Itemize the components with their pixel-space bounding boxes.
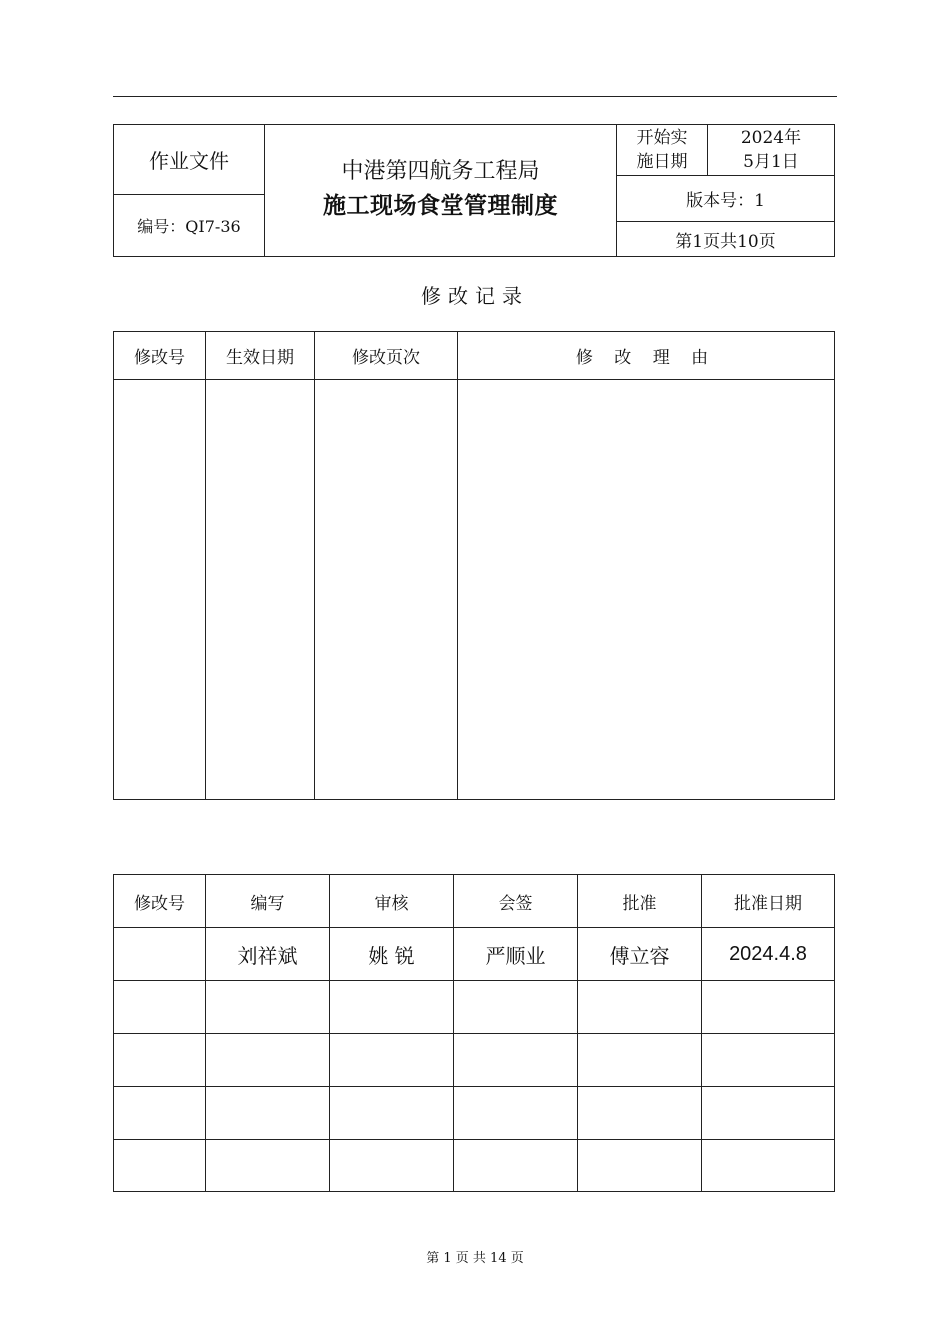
signoff-col-approver: 批准 (578, 875, 702, 928)
document-type: 作业文件 (114, 125, 265, 195)
signoff-col-countersign: 会签 (454, 875, 578, 928)
page-info: 第1页共10页 (617, 222, 835, 257)
signoff-empty-row (114, 1087, 835, 1140)
signoff-col-revision: 修改号 (114, 875, 206, 928)
header-rule (113, 96, 837, 97)
signoff-revision-cell (114, 928, 206, 981)
signoff-table (113, 874, 835, 1192)
signoff-approver: 傅立容 (578, 928, 702, 981)
signoff-empty-row (114, 981, 835, 1034)
empty-cell (330, 1087, 454, 1140)
empty-cell (330, 1140, 454, 1192)
empty-cell (330, 981, 454, 1034)
signoff-row (114, 928, 835, 981)
empty-cell (114, 1034, 206, 1087)
revision-cell (114, 380, 206, 800)
signoff-author: 刘祥斌 (206, 928, 330, 981)
title-cell (265, 125, 617, 257)
empty-cell (578, 1034, 702, 1087)
empty-cell (578, 1140, 702, 1192)
revision-header-row (114, 332, 835, 380)
revision-cell (458, 380, 835, 800)
empty-cell (454, 1140, 578, 1192)
revision-col-effective-date: 生效日期 (206, 332, 315, 380)
revision-col-number: 修改号 (114, 332, 206, 380)
empty-cell (206, 1087, 330, 1140)
empty-cell (454, 1087, 578, 1140)
empty-cell (702, 981, 835, 1034)
empty-cell (206, 981, 330, 1034)
document-header-table (113, 124, 835, 257)
empty-cell (578, 981, 702, 1034)
signoff-approval-date: 2024.4.8 (702, 928, 835, 981)
revision-cell (206, 380, 315, 800)
empty-cell (702, 1034, 835, 1087)
signoff-header-row (114, 875, 835, 928)
empty-cell (206, 1034, 330, 1087)
revision-cell (315, 380, 458, 800)
empty-cell (454, 1034, 578, 1087)
version-number: 版本号：1 (617, 176, 835, 222)
signoff-empty-row (114, 1034, 835, 1087)
empty-cell (206, 1140, 330, 1192)
start-date-value: 2024年 5月1日 (708, 125, 835, 176)
revision-col-pages: 修改页次 (315, 332, 458, 380)
revision-record-title: 修改记录 (421, 284, 529, 308)
empty-cell (114, 1087, 206, 1140)
page-footer: 第 1 页 共 14 页 (426, 1251, 524, 1266)
empty-cell (330, 1034, 454, 1087)
revision-body-row (114, 380, 835, 800)
organization-name: 中港第四航务工程局 (341, 158, 540, 184)
empty-cell (578, 1087, 702, 1140)
signoff-col-reviewer: 审核 (330, 875, 454, 928)
empty-cell (454, 981, 578, 1034)
start-date-label: 开始实 施日期 (617, 125, 708, 176)
signoff-countersign: 严顺业 (454, 928, 578, 981)
empty-cell (702, 1140, 835, 1192)
empty-cell (114, 1140, 206, 1192)
signoff-col-author: 编写 (206, 875, 330, 928)
revision-col-reason: 修 改 理 由 (458, 332, 835, 380)
empty-cell (114, 981, 206, 1034)
revision-record-table (113, 331, 835, 800)
document-number: 编号：QI7-36 (114, 195, 265, 257)
signoff-reviewer: 姚 锐 (330, 928, 454, 981)
signoff-col-approval-date: 批准日期 (702, 875, 835, 928)
empty-cell (702, 1087, 835, 1140)
document-title: 施工现场食堂管理制度 (323, 191, 558, 219)
signoff-empty-row (114, 1140, 835, 1192)
